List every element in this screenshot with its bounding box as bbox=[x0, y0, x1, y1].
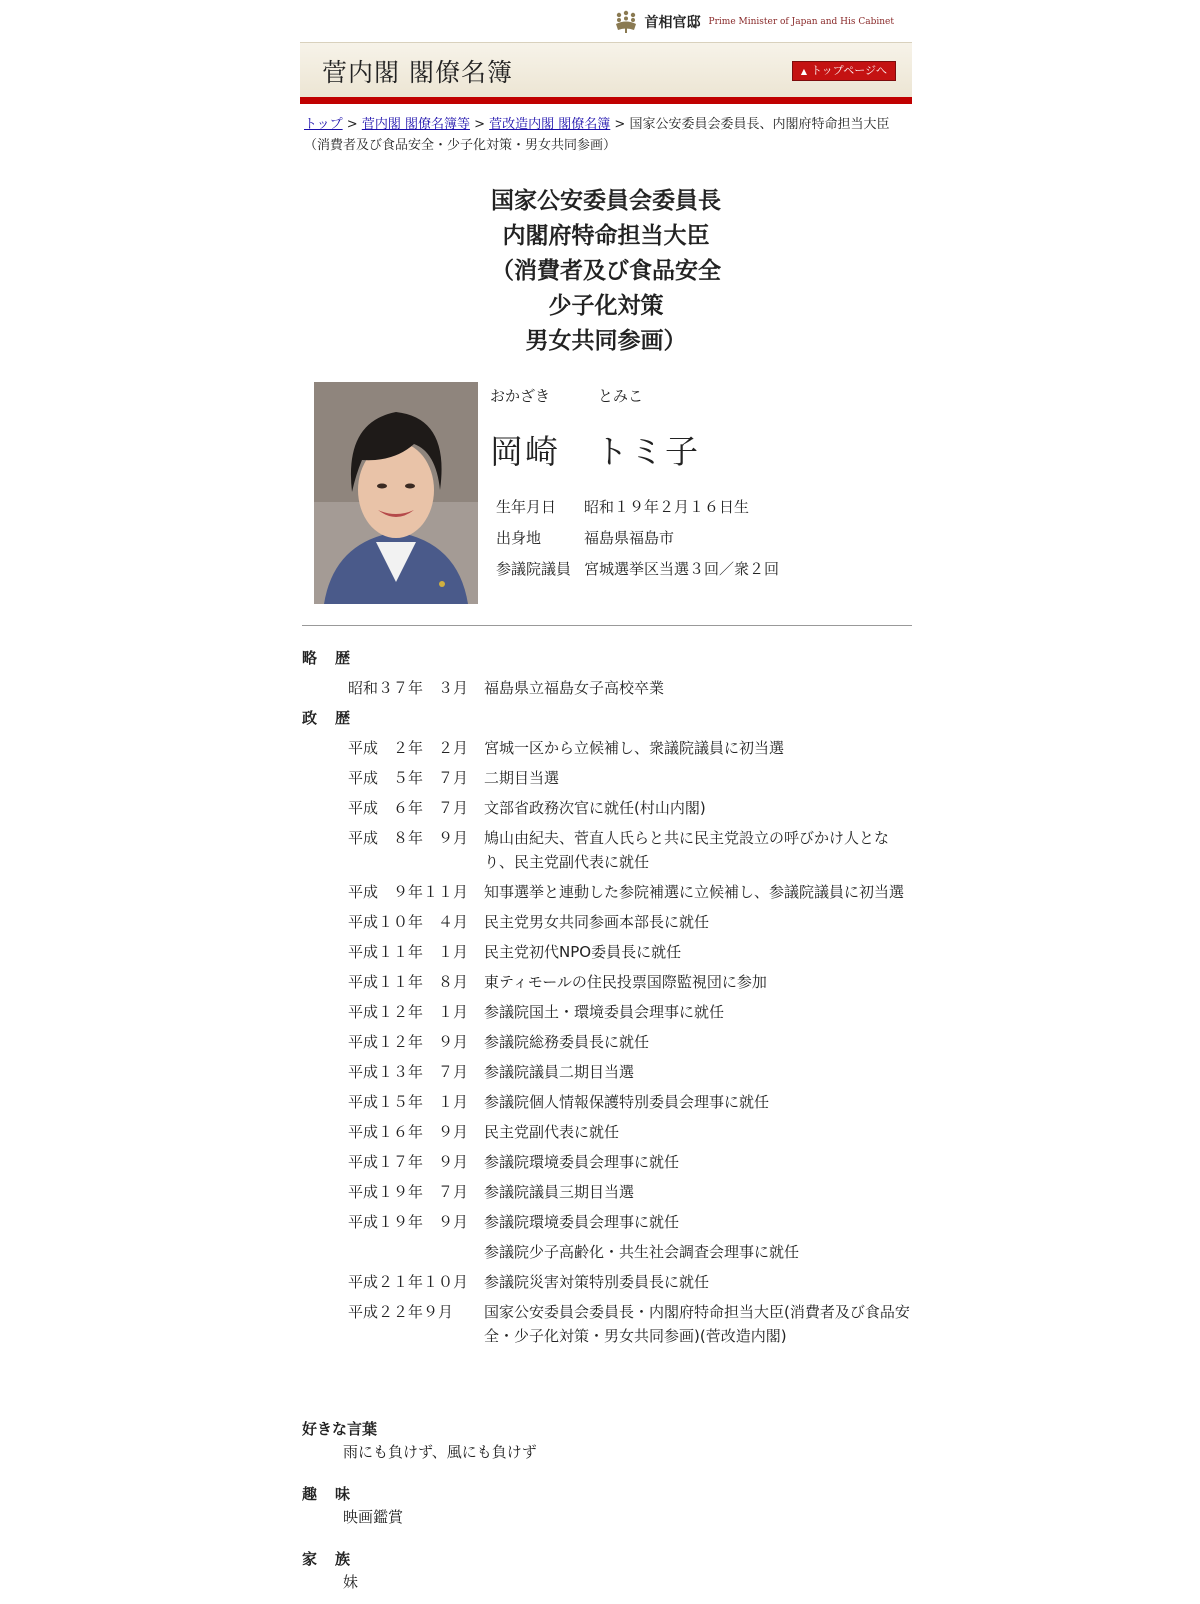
career-date: 平成１２年 １月 bbox=[348, 1003, 469, 1021]
breadcrumb-current: 国家公安委員会委員長、内閣府特命担当大臣（消費者及び食品安全・少子化対策・男女共同参画） bbox=[304, 117, 890, 153]
career-text: 民主党男女共同参画本部長に就任 bbox=[484, 913, 710, 931]
career-date: 平成 ６年 ７月 bbox=[348, 799, 469, 817]
career-text: 知事選挙と連動した参院補選に立候補し、参議院議員に初当選 bbox=[484, 883, 905, 901]
career-date: 平成１５年 １月 bbox=[348, 1093, 469, 1111]
career-text: 参議院環境委員会理事に就任 bbox=[484, 1213, 680, 1231]
portrait-image bbox=[314, 382, 478, 604]
up-triangle-icon: ▲ bbox=[800, 67, 807, 76]
breadcrumb bbox=[304, 114, 912, 156]
career-section bbox=[302, 643, 912, 1351]
career-text: 参議院個人情報保護特別委員会理事に就任 bbox=[484, 1093, 770, 1111]
motto-value: 雨にも負けず、風にも負けず bbox=[343, 1443, 537, 1461]
post-title bbox=[300, 184, 912, 359]
career-text: 宮城一区から立候補し、衆議院議員に初当選 bbox=[484, 739, 785, 757]
career-text: 参議院国土・環境委員会理事に就任 bbox=[484, 1003, 725, 1021]
info-value: 福島県福島市 bbox=[584, 529, 675, 547]
career-date: 平成１９年 ９月 bbox=[348, 1213, 469, 1231]
breadcrumb-link-cabinet-list[interactable]: 菅内閣 閣僚名簿等 bbox=[361, 117, 470, 132]
career-text: 民主党副代表に就任 bbox=[484, 1123, 620, 1141]
career-text: 東ティモールの住民投票国際監視団に参加 bbox=[484, 973, 767, 991]
hobby-section bbox=[302, 1483, 912, 1529]
info-row bbox=[496, 523, 779, 554]
paulownia-crest-icon bbox=[613, 10, 639, 34]
info-label: 生年月日 bbox=[496, 498, 557, 516]
family-section bbox=[302, 1548, 912, 1594]
motto-section bbox=[302, 1418, 912, 1464]
minister-portrait bbox=[314, 382, 478, 604]
career-date: 平成１３年 ７月 bbox=[348, 1063, 469, 1081]
breadcrumb-link-reshuffled-cabinet[interactable]: 菅改造内閣 閣僚名簿 bbox=[489, 117, 611, 132]
career-row bbox=[302, 1177, 912, 1207]
family-heading: 家族 bbox=[302, 1550, 369, 1568]
career-row bbox=[302, 763, 912, 793]
career-row bbox=[302, 877, 912, 907]
post-title-line: 少子化対策 bbox=[548, 293, 664, 319]
career-row bbox=[302, 1207, 912, 1237]
breadcrumb-separator: > bbox=[614, 117, 626, 132]
top-page-button-label: トップページへ bbox=[810, 64, 887, 77]
career-row bbox=[302, 673, 912, 703]
career-row bbox=[302, 1297, 912, 1351]
info-label: 参議院議員 bbox=[496, 560, 572, 578]
career-date: 平成 ８年 ９月 bbox=[348, 829, 469, 847]
career-text: 参議院少子高齢化・共生社会調査会理事に就任 bbox=[484, 1243, 800, 1261]
kantei-logo[interactable] bbox=[613, 10, 894, 34]
banner-divider bbox=[300, 97, 912, 104]
family-value: 妹 bbox=[343, 1573, 359, 1591]
career-text: 参議院議員三期目当選 bbox=[484, 1183, 635, 1201]
career-row bbox=[302, 823, 912, 877]
ryakureki-heading: 略歴 bbox=[302, 649, 369, 667]
reading-given: とみこ bbox=[598, 387, 644, 405]
career-text: 福島県立福島女子高校卒業 bbox=[484, 679, 665, 697]
career-text: 鳩山由紀夫、菅直人氏らと共に民主党設立の呼びかけ人となり、民主党副代表に就任 bbox=[484, 829, 890, 871]
post-title-line: 男女共同参画） bbox=[525, 328, 687, 354]
banner-title: 菅内閣 閣僚名簿 bbox=[322, 58, 513, 87]
career-text: 参議院災害対策特別委員長に就任 bbox=[484, 1273, 710, 1291]
logo-japanese: 首相官邸 bbox=[644, 15, 701, 31]
career-text: 二期目当選 bbox=[484, 769, 560, 787]
career-row bbox=[302, 1147, 912, 1177]
career-date: 平成 ９年１１月 bbox=[348, 883, 469, 901]
info-row bbox=[496, 554, 779, 585]
logo-english: Prime Minister of Japan and His Cabinet bbox=[708, 17, 894, 27]
career-date: 平成１２年 ９月 bbox=[348, 1033, 469, 1051]
career-text: 参議院総務委員長に就任 bbox=[484, 1033, 650, 1051]
career-row bbox=[302, 1267, 912, 1297]
seireki-list bbox=[302, 733, 912, 1351]
career-date bbox=[302, 1240, 484, 1264]
breadcrumb-link-top[interactable]: トップ bbox=[304, 117, 343, 132]
ryakureki-list bbox=[302, 673, 912, 703]
career-date: 平成１７年 ９月 bbox=[348, 1153, 469, 1171]
breadcrumb-separator: > bbox=[346, 117, 358, 132]
career-text: 参議院議員二期目当選 bbox=[484, 1063, 635, 1081]
post-title-line: 国家公安委員会委員長 bbox=[491, 188, 721, 214]
career-row bbox=[302, 793, 912, 823]
seireki-heading: 政歴 bbox=[302, 709, 369, 727]
minister-name: 岡崎 トミ子 bbox=[490, 432, 700, 471]
page-banner bbox=[300, 42, 912, 98]
career-date: 平成１６年 ９月 bbox=[348, 1123, 469, 1141]
info-label: 出身地 bbox=[496, 529, 542, 547]
section-divider bbox=[302, 625, 912, 626]
career-row bbox=[302, 1087, 912, 1117]
post-title-line: 内閣府特命担当大臣 bbox=[502, 223, 710, 249]
career-text: 参議院環境委員会理事に就任 bbox=[484, 1153, 680, 1171]
career-date: 平成 ５年 ７月 bbox=[348, 769, 469, 787]
info-row bbox=[496, 492, 779, 523]
post-title-line: （消費者及び食品安全 bbox=[491, 258, 721, 284]
profile-info bbox=[496, 492, 779, 585]
hobby-heading: 趣味 bbox=[302, 1485, 369, 1503]
top-page-button[interactable] bbox=[792, 61, 896, 81]
page-container bbox=[300, 0, 912, 1591]
career-date: 昭和３７年 ３月 bbox=[348, 679, 469, 697]
career-date: 平成１１年 ８月 bbox=[348, 973, 469, 991]
career-row bbox=[302, 967, 912, 997]
career-date: 平成１１年 １月 bbox=[348, 943, 469, 961]
career-date: 平成２１年１０月 bbox=[348, 1273, 469, 1291]
career-text: 国家公安委員会委員長・内閣府特命担当大臣(消費者及び食品安全・少子化対策・男女共同参画)(菅改造内閣) bbox=[484, 1303, 910, 1345]
career-text: 民主党初代NPO委員長に就任 bbox=[484, 943, 682, 961]
site-header bbox=[300, 0, 912, 42]
career-row bbox=[302, 1057, 912, 1087]
career-row bbox=[302, 1237, 912, 1267]
reading-family: おかざき bbox=[490, 387, 551, 405]
career-date: 平成１９年 ７月 bbox=[348, 1183, 469, 1201]
career-row bbox=[302, 1117, 912, 1147]
career-row bbox=[302, 997, 912, 1027]
breadcrumb-separator: > bbox=[474, 117, 485, 132]
career-row bbox=[302, 733, 912, 763]
name-reading bbox=[490, 385, 643, 406]
career-text: 文部省政務次官に就任(村山内閣) bbox=[484, 799, 706, 817]
career-row bbox=[302, 907, 912, 937]
career-date: 平成 ２年 ２月 bbox=[348, 739, 469, 757]
career-row bbox=[302, 937, 912, 967]
motto-heading: 好きな言葉 bbox=[302, 1420, 378, 1438]
career-row bbox=[302, 1027, 912, 1057]
info-value: 宮城選挙区当選３回／衆２回 bbox=[584, 560, 780, 578]
info-value: 昭和１９年２月１６日生 bbox=[584, 498, 750, 516]
career-date: 平成２２年９月 bbox=[348, 1303, 454, 1321]
career-date: 平成１０年 ４月 bbox=[348, 913, 469, 931]
hobby-value: 映画鑑賞 bbox=[343, 1508, 404, 1526]
